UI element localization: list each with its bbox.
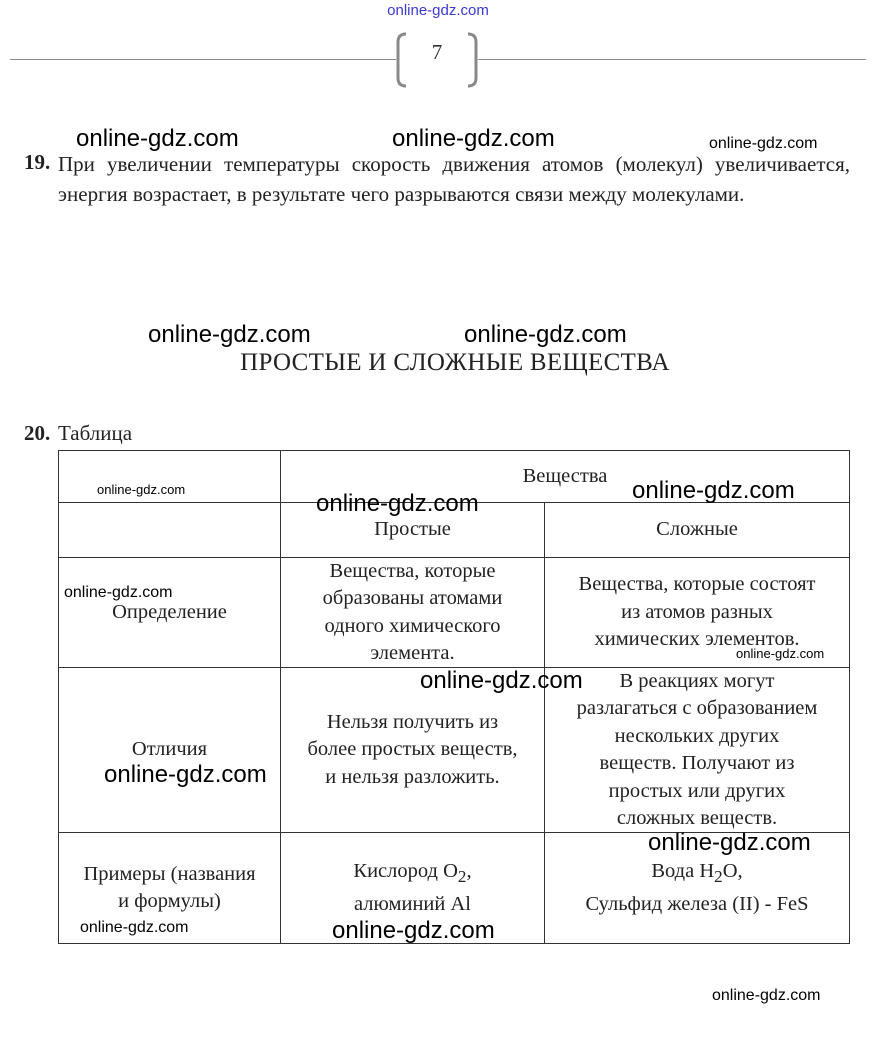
formula-text: алюминий Al bbox=[353, 892, 472, 915]
formula-line bbox=[585, 858, 808, 891]
cell-line: Вещества, которые состоят bbox=[578, 573, 816, 596]
header-substances-text: Вещества bbox=[522, 464, 608, 487]
row-definition-label-text: Определение bbox=[112, 600, 227, 623]
page-number: 7 bbox=[431, 40, 443, 64]
cell-line: и формулы) bbox=[118, 890, 221, 912]
header-complex bbox=[545, 503, 849, 557]
watermark: online-gdz.com bbox=[632, 477, 795, 504]
cell-line: Вещества, которые bbox=[329, 559, 496, 582]
watermark: online-gdz.com bbox=[64, 584, 173, 601]
watermark: online-gdz.com bbox=[80, 919, 189, 936]
row-differences-label bbox=[59, 668, 280, 832]
table-label: Таблица bbox=[58, 421, 133, 445]
watermark: online-gdz.com bbox=[148, 321, 311, 348]
row-definition-label bbox=[59, 558, 280, 667]
cell-line: Нельзя получить из bbox=[326, 710, 499, 733]
cell-line: и нельзя разложить. bbox=[325, 765, 500, 788]
formula-text: Сульфид железа (II) - FeS bbox=[585, 892, 809, 915]
watermark: online-gdz.com bbox=[464, 321, 627, 348]
question-20-number: 20. bbox=[24, 421, 51, 445]
formula-line bbox=[353, 891, 471, 919]
formula-text: Кислород O bbox=[353, 859, 458, 882]
watermark: online-gdz.com bbox=[420, 667, 583, 694]
section-heading: ПРОСТЫЕ И СЛОЖНЫЕ ВЕЩЕСТВА bbox=[240, 349, 670, 376]
cell-line: образованы атомами bbox=[322, 587, 503, 609]
cell-line: из атомов разных bbox=[621, 600, 773, 623]
formula-line bbox=[585, 891, 808, 919]
question-19-number: 19. bbox=[24, 150, 51, 174]
table-line bbox=[849, 450, 850, 943]
cell-line: Примеры (названия bbox=[83, 862, 256, 885]
watermark: online-gdz.com bbox=[76, 125, 239, 152]
watermark: online-gdz.com bbox=[97, 482, 186, 497]
cell-line: В реакциях могут bbox=[619, 669, 775, 692]
header-complex-text: Сложные bbox=[656, 518, 738, 541]
cell-line: элемента. bbox=[370, 642, 455, 664]
watermark: online-gdz.com bbox=[392, 125, 555, 152]
formula-text: Вода H bbox=[651, 859, 715, 882]
row-differences-complex bbox=[545, 668, 849, 832]
watermark: online-gdz.com bbox=[648, 829, 811, 856]
cell-line: разлагаться с образованием bbox=[576, 697, 818, 719]
formula-tail: O, bbox=[722, 859, 743, 882]
row-differences-label-text: Отличия bbox=[131, 738, 208, 761]
question-19-answer: При увеличении температуры скорость движения атомов (молекул) увеличивается, энергия возрастает, в результате чего разрываются связи между молекулами. bbox=[58, 152, 850, 206]
watermark: online-gdz.com bbox=[712, 987, 821, 1004]
formula-line bbox=[353, 858, 471, 891]
header-simple-text: Простые bbox=[374, 518, 451, 541]
row-definition-simple bbox=[281, 558, 544, 667]
cell-line: химических элементов. bbox=[594, 628, 800, 651]
formula-subscript: 2 bbox=[457, 867, 467, 887]
watermark: online-gdz.com bbox=[709, 135, 818, 152]
formula-subscript: 2 bbox=[714, 867, 723, 887]
cell-line: более простых веществ, bbox=[307, 738, 518, 761]
cell-line: простых или других bbox=[608, 779, 786, 802]
site-watermark-top: online-gdz.com bbox=[387, 2, 489, 19]
cell-line: одного химического bbox=[324, 614, 501, 637]
watermark: online-gdz.com bbox=[736, 646, 825, 661]
watermark: online-gdz.com bbox=[104, 761, 267, 788]
watermark: online-gdz.com bbox=[316, 490, 479, 517]
formula-tail: , bbox=[466, 859, 472, 882]
watermark: online-gdz.com bbox=[332, 917, 495, 944]
cell-line: веществ. Получают из bbox=[599, 752, 795, 774]
cell-line: сложных веществ. bbox=[616, 807, 778, 829]
cell-line: нескольких других bbox=[614, 724, 780, 747]
